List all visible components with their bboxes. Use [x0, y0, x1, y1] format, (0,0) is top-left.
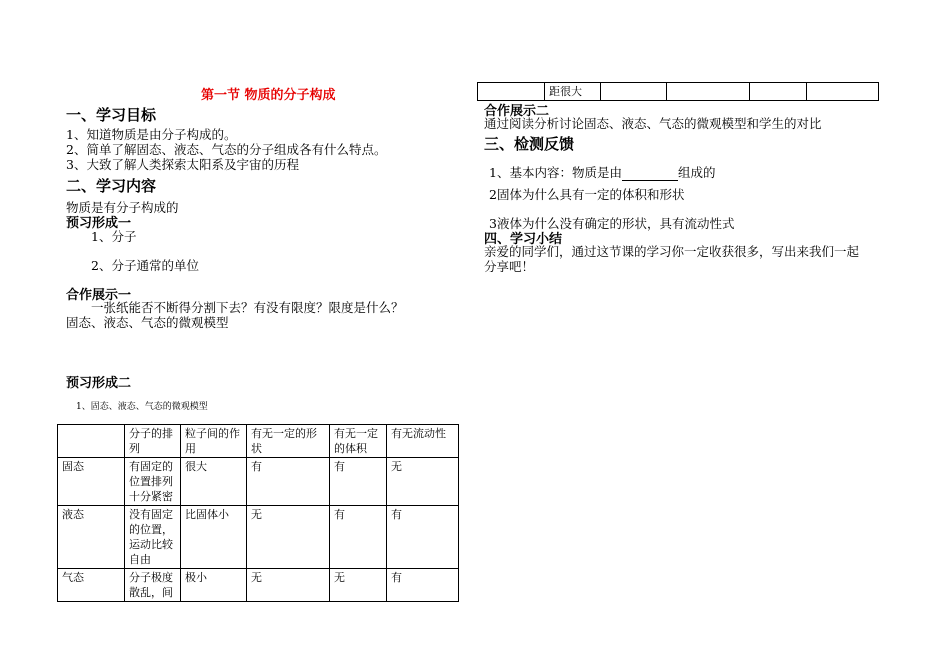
table-header-cell: 有无流动性	[387, 425, 459, 458]
table-cell: 固态	[58, 458, 125, 506]
table-cell: 无	[247, 569, 330, 602]
table-cell: 很大	[181, 458, 247, 506]
section-heading-summary: 四、学习小结	[484, 232, 563, 247]
question-1-suffix: 组成的	[677, 165, 716, 180]
table-cell: 极小	[181, 569, 247, 602]
table-continuation	[477, 82, 879, 101]
goal-item-3: 3、大致了解人类探索太阳系及宇宙的历程	[66, 157, 299, 172]
answer-blank	[622, 167, 678, 181]
question-1	[489, 163, 715, 181]
table-row	[58, 569, 459, 602]
table-row	[58, 506, 459, 569]
table-cell: 有	[247, 458, 330, 506]
page-title: 第一节 物质的分子构成	[201, 88, 336, 103]
table-cell: 气态	[58, 569, 125, 602]
question-2: 2固体为什么具有一定的体积和形状	[489, 187, 685, 202]
preview1-item-molecule: 1、分子	[91, 229, 137, 244]
table-cell: 有	[387, 506, 459, 569]
table-cell: 有	[387, 569, 459, 602]
goal-item-1: 1、知道物质是由分子构成的。	[66, 127, 237, 142]
table-cell: 比固体小	[181, 506, 247, 569]
section-heading-content: 二、学习内容	[66, 177, 157, 195]
table-cell: 无	[247, 506, 330, 569]
section-heading-feedback: 三、检测反馈	[484, 135, 575, 153]
summary-line-1: 亲爱的同学们，通过这节课的学习你一定收获很多，写出来我们一起	[484, 244, 860, 259]
table-cell: 无	[330, 569, 387, 602]
table-header-cell: 有无一定的体积	[330, 425, 387, 458]
summary-line-2: 分享吧！	[484, 259, 535, 274]
table-header-cell	[58, 425, 125, 458]
preview2-heading: 预习形成二	[66, 376, 132, 391]
table-header-cell: 粒子间的作用	[181, 425, 247, 458]
table-header-cell: 有无一定的形状	[247, 425, 330, 458]
question-1-prefix: 1、基本内容：物质是由	[489, 165, 622, 180]
preview1-item-unit: 2、分子通常的单位	[91, 258, 199, 273]
coop1-heading: 合作展示一	[66, 288, 132, 303]
content-intro: 物质是有分子构成的	[66, 200, 179, 215]
table-cell: 有	[330, 506, 387, 569]
table-cell: 没有固定的位置，运动比较自由	[125, 506, 181, 569]
table-row	[58, 458, 459, 506]
table-header-cell: 分子的排列	[125, 425, 181, 458]
table-cell: 无	[387, 458, 459, 506]
table-cell: 距很大	[545, 83, 601, 101]
section-heading-goals: 一、学习目标	[66, 106, 157, 124]
states-model-table	[57, 424, 459, 602]
table-cell: 有	[330, 458, 387, 506]
coop1-model-text: 固态、液态、气态的微观模型	[66, 315, 229, 330]
table-caption: 1、固态、液态、气态的微观模型	[76, 402, 208, 412]
table-row	[478, 83, 879, 101]
table-cell: 分子极度散乱，间	[125, 569, 181, 602]
table-cell: 液态	[58, 506, 125, 569]
preview1-heading: 预习形成一	[66, 216, 132, 231]
table-cell: 有固定的位置排列十分紧密	[125, 458, 181, 506]
coop2-heading: 合作展示二	[484, 104, 550, 119]
coop2-text: 通过阅读分析讨论固态、液态、气态的微观模型和学生的对比	[484, 116, 822, 131]
goal-item-2: 2、简单了解固态、液态、气态的分子组成各有什么特点。	[66, 142, 387, 157]
question-3: 3液体为什么没有确定的形状，具有流动性式	[489, 216, 735, 231]
table-header-row	[58, 425, 459, 458]
coop1-question: 一张纸能否不断得分割下去？有没有限度？限度是什么？	[91, 300, 404, 315]
